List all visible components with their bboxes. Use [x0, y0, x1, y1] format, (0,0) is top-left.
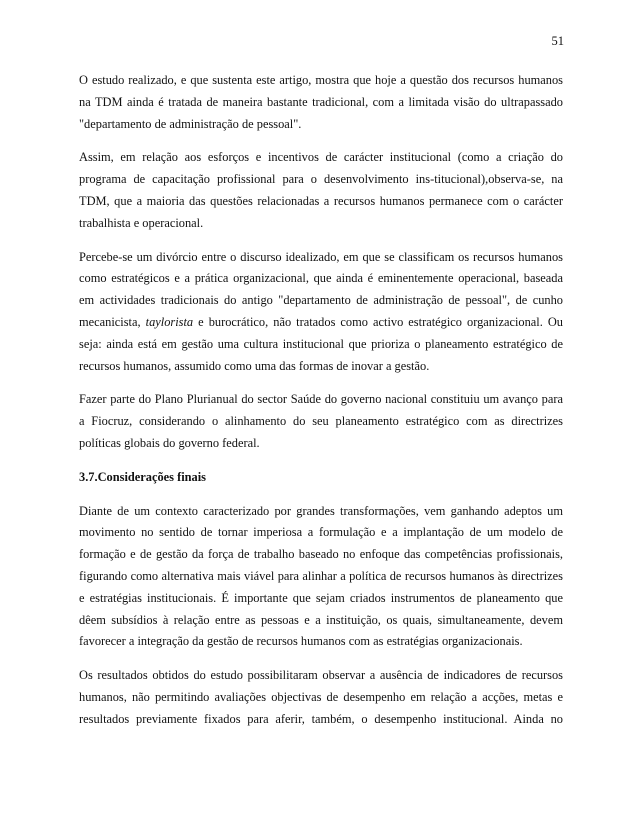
- paragraph-5: [79, 501, 563, 654]
- line-start: mecanicista,: [79, 314, 146, 329]
- line-rest: e burocrático, não tratados como activo estratégico organizacional. Ou: [193, 314, 563, 329]
- paragraph-line: Fazer parte do Plano Plurianual do sector Saúde do governo nacional constituiu um avanço para: [79, 392, 563, 407]
- paragraph-line: em actividades tradicionais do antigo "departamento de administração de pessoal", de cunho: [79, 293, 563, 308]
- paragraph-line: e estratégias institucionais. É importante que sejam criados instrumentos de planeamento que: [79, 590, 563, 605]
- paragraph-line: resultados previamente fixados para aferir, também, o desempenho institucional. Ainda no: [79, 711, 563, 726]
- document-body: [79, 70, 563, 743]
- paragraph-4: [79, 389, 563, 454]
- paragraph-line: movimento no sentido de tornar imperiosa a formulação e a implantação de um modelo de: [79, 525, 563, 540]
- paragraph-line: TDM, que a maioria das questões relacionadas a recursos humanos permanece com o carácter: [79, 193, 563, 208]
- paragraph-line: políticas globais do governo federal.: [79, 435, 260, 450]
- paragraph-line: Assim, em relação aos esforços e incentivos de carácter institucional (como a criação do: [79, 150, 563, 165]
- paragraph-line: seja: ainda está em gestão uma cultura institucional que prioriza o planeamento estratégico de: [79, 336, 563, 351]
- paragraph-line: programa de capacitação profissional para o desenvolvimento ins-titucional),observa-se, na: [79, 172, 563, 187]
- paragraph-line: como estratégicos e a prática organizacional, que ainda é eminentemente operacional, baseada: [79, 271, 563, 286]
- paragraph-line: Os resultados obtidos do estudo possibilitaram observar a ausência de indicadores de recursos: [79, 668, 563, 683]
- paragraph-1: [79, 70, 563, 135]
- paragraph-line: "departamento de administração de pessoal".: [79, 116, 302, 131]
- page-number: 51: [551, 34, 564, 48]
- paragraph-line: figurando como alternativa mais viável para alinhar a política de recursos humanos às directrizes: [79, 568, 563, 583]
- paragraph-6: [79, 665, 563, 730]
- paragraph-line: favorecer a integração da gestão de recursos humanos com as estratégias organizacionais.: [79, 634, 523, 649]
- paragraph-line: na TDM ainda é tratada de maneira bastante tradicional, com a limitada visão do ultrapassado: [79, 94, 563, 109]
- paragraph-line: recursos humanos, assumido como uma das formas de inovar a gestão.: [79, 358, 430, 373]
- paragraph-line-mixed: [79, 312, 563, 334]
- paragraph-line: O estudo realizado, e que sustenta este artigo, mostra que hoje a questão dos recursos humanos: [79, 73, 563, 87]
- section-heading: 3.7.Considerações finais: [79, 469, 207, 484]
- paragraph-line: humanos, não permitindo avaliações objectivas de desempenho em relação a acções, metas e: [79, 689, 563, 704]
- paragraph-line: formação e de gestão da força de trabalho baseado no enfoque das competências profissionais,: [79, 547, 563, 562]
- italic-term: taylorista: [145, 314, 194, 329]
- paragraph-3: [79, 247, 563, 378]
- paragraph-line: a Fiocruz, considerando o alinhamento do seu planeamento estratégico com as directrizes: [79, 414, 563, 429]
- paragraph-2: [79, 147, 563, 234]
- paragraph-line: dêem subsídios à relação entre as pessoas e a instituição, os quais, simultaneamente, devem: [79, 612, 563, 627]
- paragraph-line: trabalhista e operacional.: [79, 215, 204, 230]
- paragraph-line: Percebe-se um divórcio entre o discurso idealizado, em que se classificam os recursos humanos: [79, 249, 563, 264]
- paragraph-line: Diante de um contexto caracterizado por grandes transformações, vem ganhando adeptos um: [79, 503, 563, 518]
